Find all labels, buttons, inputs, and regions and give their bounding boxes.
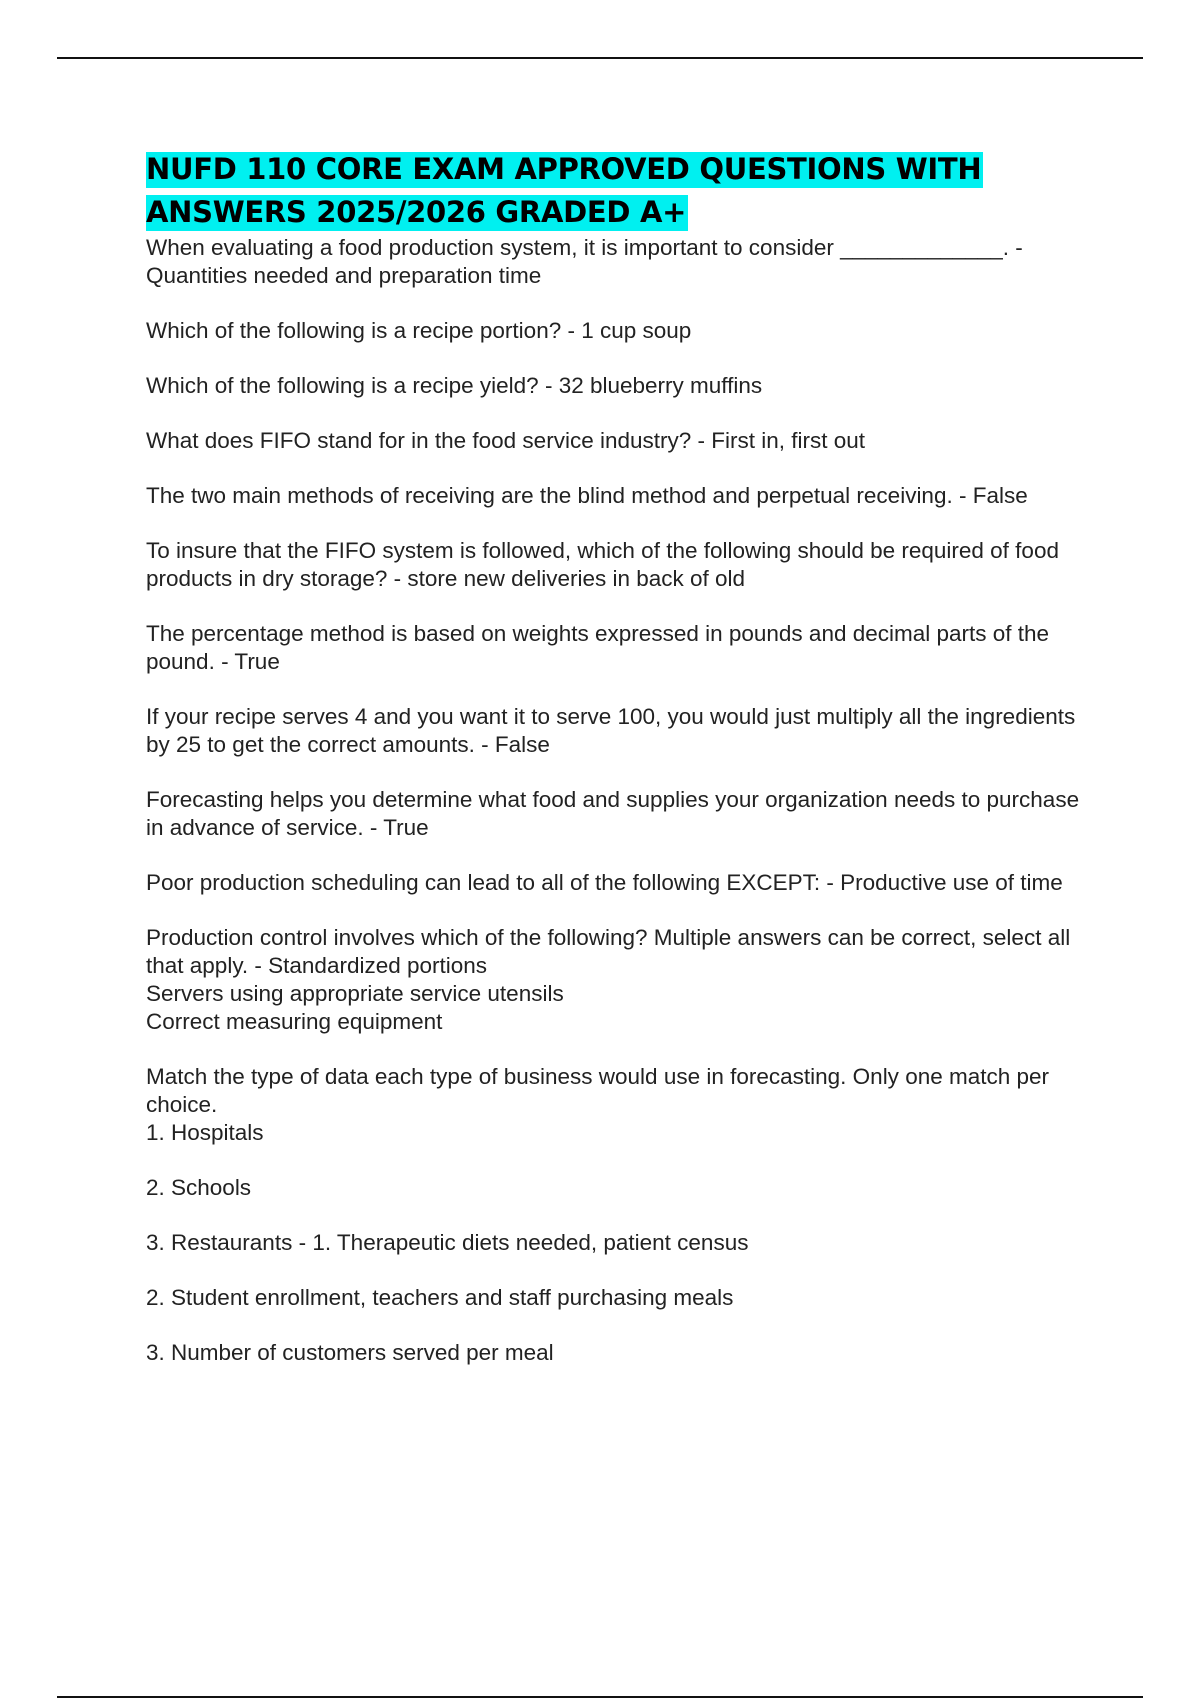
qa-item: 2. Schools	[146, 1175, 252, 1200]
qa-item: Forecasting helps you determine what food and supplies your organization needs to purchase in advance of service. - True	[146, 787, 1080, 840]
qa-item: 3. Restaurants - 1. Therapeutic diets needed, patient census	[146, 1230, 749, 1255]
qa-item: What does FIFO stand for in the food service industry? - First in, first out	[146, 428, 866, 453]
qa-item: Production control involves which of the following? Multiple answers can be correct, select all that apply. - Standardized portions Servers using appropriate service utensils Correct measuring equipment	[146, 925, 1071, 1034]
top-rule	[57, 57, 1143, 59]
qa-item: Which of the following is a recipe portion? - 1 cup soup	[146, 318, 692, 343]
qa-item: 2. Student enrollment, teachers and staff purchasing meals	[146, 1285, 734, 1310]
qa-item: Poor production scheduling can lead to all of the following EXCEPT: - Productive use of time	[146, 870, 1063, 895]
qa-item: The two main methods of receiving are the blind method and perpetual receiving. - False	[146, 483, 1028, 508]
title-highlight: NUFD 110 CORE EXAM APPROVED QUESTIONS WITH ANSWERS 2025/2026 GRADED A+	[146, 152, 982, 229]
bottom-rule	[57, 1696, 1143, 1698]
qa-item: To insure that the FIFO system is followed, which of the following should be required of food products in dry storage? - store new deliveries in back of old	[146, 538, 1059, 591]
qa-item: If your recipe serves 4 and you want it to serve 100, you would just multiply all the ingredients by 25 to get the correct amounts. - False	[146, 704, 1076, 757]
qa-list	[146, 234, 1086, 1367]
qa-item: Which of the following is a recipe yield? - 32 blueberry muffins	[146, 373, 763, 398]
document-title	[146, 148, 1086, 234]
qa-item: Match the type of data each type of business would use in forecasting. Only one match per choice. 1. Hospitals	[146, 1064, 1050, 1145]
qa-item: When evaluating a food production system, it is important to consider _____________. - Quantities needed and preparation time	[146, 235, 1023, 288]
qa-item: 3. Number of customers served per meal	[146, 1340, 554, 1365]
qa-item: The percentage method is based on weights expressed in pounds and decimal parts of the pound. - True	[146, 621, 1050, 674]
document-body	[146, 148, 1086, 1394]
